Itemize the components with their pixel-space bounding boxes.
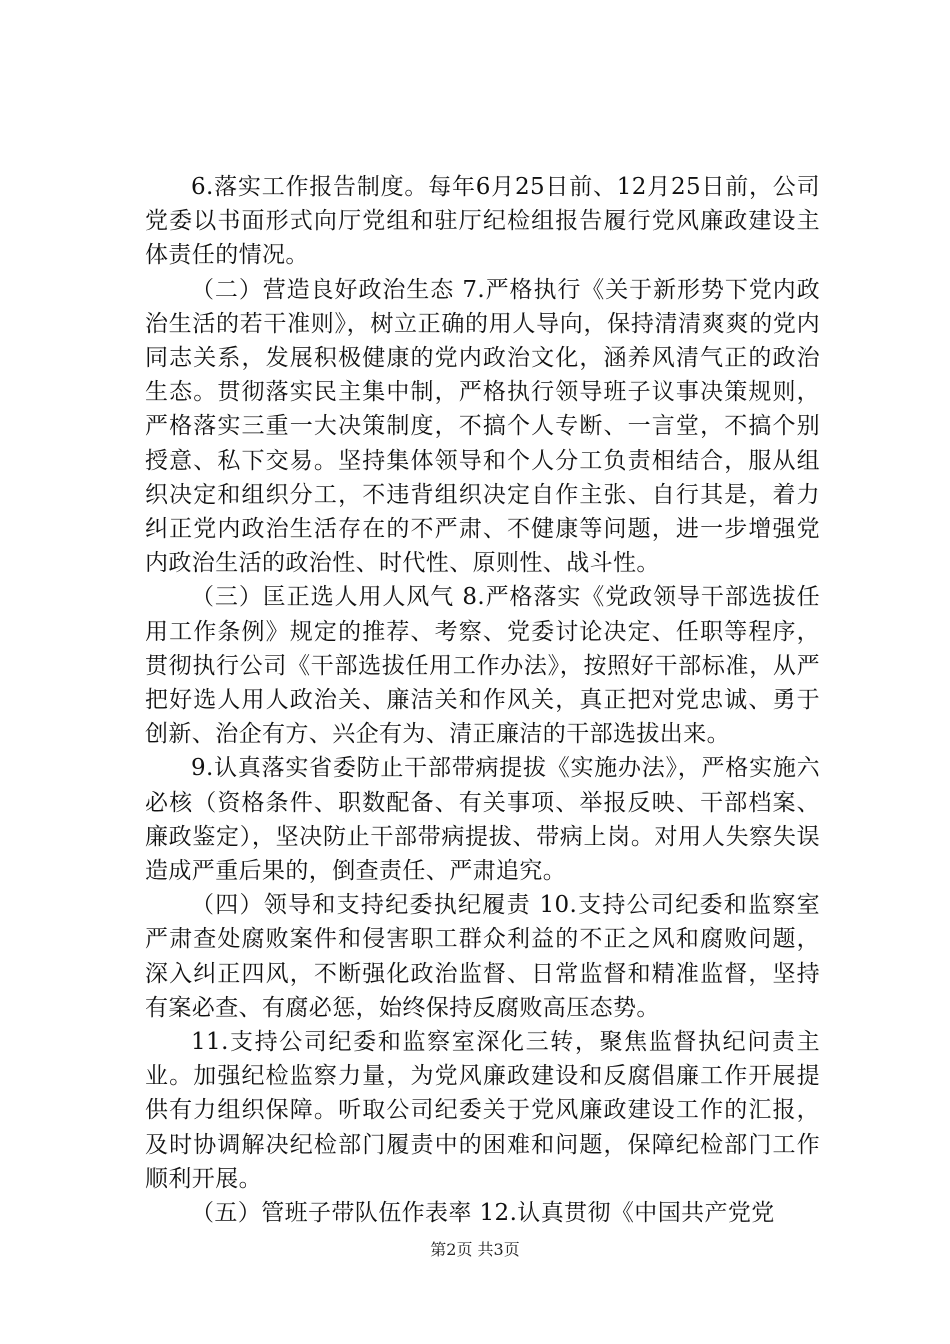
paragraph-team-management: （五）管班子带队伍作表率 12.认真贯彻《中国共产党党 bbox=[191, 1200, 775, 1227]
document-body bbox=[145, 170, 820, 1230]
paragraph-report-system: 6.落实工作报告制度。每年6月25日前、12月25日前，公司党委以书面形式向厅党组和驻厅纪检组报告履行党风廉政建设主体责任的情况。 bbox=[145, 174, 820, 269]
page-footer: 第2页 共3页 bbox=[430, 1240, 520, 1259]
paragraph-three-transformations: 11.支持公司纪委和监察室深化三转，聚焦监督执纪问责主业。加强纪检监察力量，为党风廉政建设和反腐倡廉工作开展提供有力组织保障。听取公司纪委关于党风廉政建设工作的汇报，及时协调解决纪检部门履责中的困难和问题，保障纪检部门工作顺利开展。 bbox=[145, 1029, 820, 1192]
paragraph-personnel-selection: （三）匡正选人用人风气 8.严格落实《党政领导干部选拔任用工作条例》规定的推荐、考察、党委讨论决定、任职等程序，贯彻执行公司《干部选拔任用工作办法》，按照好干部标准，从严把好选人用人政治关、廉洁关和作风关，真正把对党忠诚、勇于创新、治企有方、兴企有为、清正廉洁的干部选拔出来。 bbox=[145, 584, 820, 748]
paragraph-discipline-support: （四）领导和支持纪委执纪履责 10.支持公司纪委和监察室严肃查处腐败案件和侵害职工群众利益的不正之风和腐败问题，深入纠正四风，不断强化政治监督、日常监督和精准监督，坚持有案必查、有腐必惩，始终保持反腐败高压态势。 bbox=[145, 892, 820, 1021]
paragraph-implementation-measures: 9.认真落实省委防止干部带病提拔《实施办法》，严格实施六必核（资格条件、职数配备、有关事项、举报反映、干部档案、廉政鉴定），坚决防止干部带病提拔、带病上岗。对用人失察失误造成严重后果的，倒查责任、严肃追究。 bbox=[145, 755, 820, 885]
paragraph-political-ecology: （二）营造良好政治生态 7.严格执行《关于新形势下党内政治生活的若干准则》，树立正确的用人导向，保持清清爽爽的党内同志关系，发展积极健康的党内政治文化，涵养风清气正的政治生态。贯彻落实民主集中制，严格执行领导班子议事决策规则，严格落实三重一大决策制度，不搞个人专断、一言堂，不搞个别授意、私下交易。坚持集体领导和个人分工负责相结合，服从组织决定和组织分工，不违背组织决定自作主张、自行其是，着力纠正党内政治生活存在的不严肃、不健康等问题，进一步增强党内政治生活的政治性、时代性、原则性、战斗性。 bbox=[145, 276, 820, 577]
